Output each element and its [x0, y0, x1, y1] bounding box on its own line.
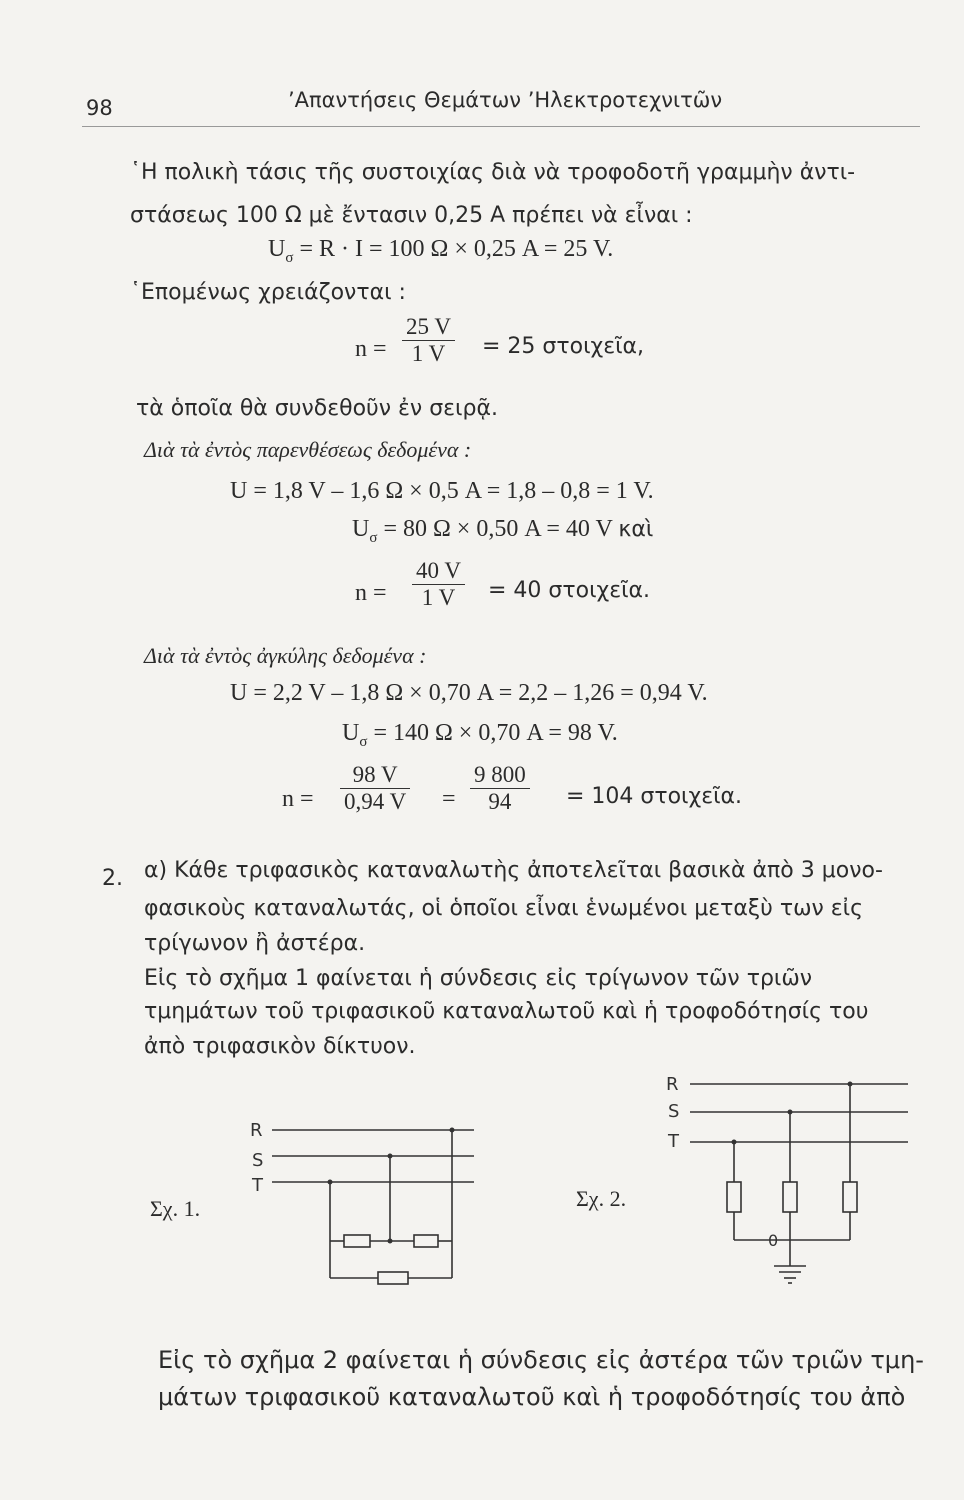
section-heading: Διὰ τὰ ἐντὸς παρενθέσεως δεδομένα :	[144, 437, 472, 462]
eq-symbol: U	[342, 720, 360, 746]
eq-body: = 80 Ω × 0,50 A = 40 V	[377, 516, 613, 542]
eq-symbol: U	[352, 516, 370, 542]
fraction-numerator: 98 V	[352, 762, 398, 787]
paragraph-line: μάτων τριφασικοῦ καταναλωτοῦ καὶ ἡ τροφοδότησίς του ἀπὸ	[158, 1383, 906, 1411]
neutral-label: 0	[768, 1231, 779, 1250]
phase-label-s: S	[668, 1101, 680, 1122]
fraction-numerator: 40 V	[416, 558, 461, 583]
paragraph-line: τμημάτων τοῦ τριφασικοῦ καταναλωτοῦ καὶ ἡ τροφοδότησίς του	[144, 999, 869, 1024]
figure-2-star-diagram	[664, 1070, 914, 1300]
figure-2-caption: Σχ. 2.	[576, 1186, 627, 1211]
phase-label-r: R	[666, 1074, 679, 1095]
paragraph-line: ῾Η πολικὴ τάσις τῆς συστοιχίας διὰ νὰ τροφοδοτῆ γραμμὴν ἀντι-	[130, 160, 856, 185]
equation-us	[268, 236, 613, 267]
fraction-denominator: 0,94 V	[344, 789, 407, 814]
fraction	[340, 762, 410, 815]
resistor-tr	[378, 1272, 408, 1284]
eq-subscript: σ	[285, 249, 294, 266]
phase-label-r: R	[250, 1120, 263, 1141]
paragraph-line: τρίγωνον ἢ ἀστέρα.	[144, 931, 366, 956]
resistor-t	[727, 1182, 741, 1212]
paragraph-line: Εἰς τὸ σχῆμα 1 φαίνεται ἡ σύνδεσις εἰς τρίγωνον τῶν τριῶν	[144, 966, 813, 991]
question-number: 2.	[102, 866, 123, 891]
eq-subscript: σ	[369, 529, 378, 546]
fraction	[402, 314, 455, 367]
fraction-numerator: 25 V	[406, 314, 451, 339]
n-result: = 25 στοιχεῖα,	[482, 334, 645, 359]
figure-1-caption: Σχ. 1.	[150, 1196, 201, 1221]
n-label: n =	[355, 336, 387, 362]
phase-label-s: S	[252, 1150, 264, 1171]
phase-label-t: T	[668, 1131, 679, 1152]
running-title: ’Απαντήσεις Θεμάτων ’Ηλεκτροτεχνιτῶν	[288, 88, 723, 112]
figure-1-delta-diagram	[246, 1118, 476, 1298]
equation-u: U = 2,2 V – 1,8 Ω × 0,70 A = 2,2 – 1,26 = 0,94 V.	[230, 680, 708, 706]
eq-subscript: σ	[359, 733, 368, 750]
paragraph-line: τὰ ὁποῖα θὰ συνδεθοῦν ἐν σειρᾷ.	[136, 396, 498, 421]
fraction	[470, 762, 530, 815]
equation-us	[352, 516, 653, 547]
fraction-denominator: 1 V	[421, 585, 456, 610]
resistor-r	[843, 1182, 857, 1212]
fraction-denominator: 94	[488, 789, 512, 814]
fraction	[412, 558, 465, 611]
resistor-sr	[414, 1235, 438, 1247]
header-divider	[82, 126, 920, 127]
paragraph-line: ῾Επομένως χρειάζονται :	[130, 280, 406, 305]
resistor-ts	[344, 1235, 370, 1247]
equation-u: U = 1,8 V – 1,6 Ω × 0,5 A = 1,8 – 0,8 = 1 V.	[230, 478, 654, 504]
eq-body: = 140 Ω × 0,70 A = 98 V.	[367, 720, 618, 746]
section-heading: Διὰ τὰ ἐντὸς ἀγκύλης δεδομένα :	[144, 643, 427, 668]
eq-body: = R · I = 100 Ω × 0,25 A = 25 V.	[293, 236, 614, 262]
n-label: n =	[355, 580, 387, 606]
paragraph-line: στάσεως 100 Ω μὲ ἔντασιν 0,25 Α πρέπει νὰ εἶναι :	[130, 203, 693, 228]
page-number: 98	[86, 96, 113, 120]
fraction-denominator: 1 V	[411, 341, 446, 366]
resistor-s	[783, 1182, 797, 1212]
equals-sign: =	[442, 786, 456, 812]
conjunction: καὶ	[618, 517, 654, 542]
n-result: = 40 στοιχεῖα.	[488, 578, 651, 603]
eq-symbol: U	[268, 236, 286, 262]
paragraph-line: ἀπὸ τριφασικὸν δίκτυον.	[144, 1034, 416, 1059]
paragraph-line: φασικοὺς καταναλωτάς, οἱ ὁποῖοι εἶναι ἑνωμένοι μεταξὺ των εἰς	[144, 896, 864, 921]
equation-us	[342, 720, 618, 751]
phase-label-t: T	[252, 1175, 263, 1196]
fraction-numerator: 9 800	[474, 762, 526, 787]
n-result: = 104 στοιχεῖα.	[566, 784, 743, 809]
paragraph-line: Εἰς τὸ σχῆμα 2 φαίνεται ἡ σύνδεσις εἰς ἀστέρα τῶν τριῶν τμη-	[158, 1346, 924, 1374]
n-label: n =	[282, 786, 314, 812]
paragraph-line: α) Κάθε τριφασικὸς καταναλωτὴς ἀποτελεῖται βασικὰ ἀπὸ 3 μονο-	[144, 858, 883, 883]
